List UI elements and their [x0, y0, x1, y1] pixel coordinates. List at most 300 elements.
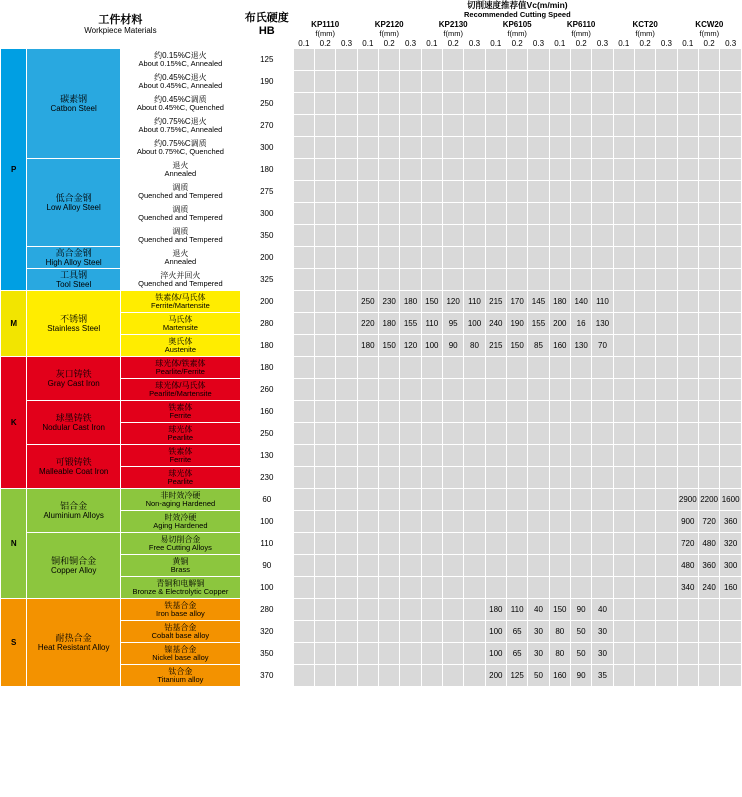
hardness-value: 160: [240, 401, 293, 423]
cutting-speed-value: 65: [506, 621, 527, 643]
cutting-speed-value: [464, 159, 485, 181]
cutting-speed-value: [528, 225, 549, 247]
condition-cn: 约0.75%C退火: [154, 116, 207, 126]
cutting-speed-value: [720, 181, 742, 203]
cutting-speed-value: [443, 511, 464, 533]
cutting-speed-value: [379, 159, 400, 181]
cutting-speed-value: 180: [379, 313, 400, 335]
condition-cn: 非时效冷硬: [160, 490, 201, 500]
cutting-speed-value: [379, 401, 400, 423]
cutting-speed-value: [357, 489, 378, 511]
cutting-speed-value: [592, 555, 613, 577]
cutting-speed-value: [634, 203, 655, 225]
cutting-speed-value: [464, 665, 485, 687]
cutting-speed-value: [698, 93, 719, 115]
hardness-value: 200: [240, 291, 293, 313]
feed-value-header: 0.3: [656, 39, 677, 49]
cutting-speed-value: [443, 445, 464, 467]
cutting-speed-value: [357, 643, 378, 665]
cutting-speed-value: [656, 247, 677, 269]
grade-header-kp2120: [357, 20, 421, 39]
cutting-speed-value: [379, 203, 400, 225]
condition-cn: 球光体: [168, 468, 193, 478]
hardness-value: 100: [240, 577, 293, 599]
cutting-speed-value: [634, 445, 655, 467]
cutting-speed-value: [634, 401, 655, 423]
condition-cn: 约0.45%C退火: [154, 72, 207, 82]
cutting-speed-value: [613, 71, 634, 93]
cutting-speed-value: [293, 379, 314, 401]
cutting-speed-value: [315, 643, 336, 665]
cutting-speed-value: [421, 511, 442, 533]
cutting-speed-value: [570, 49, 591, 71]
cutting-speed-value: [698, 401, 719, 423]
cutting-speed-value: 150: [506, 335, 527, 357]
cutting-speed-value: 155: [400, 313, 421, 335]
cutting-speed-value: [656, 269, 677, 291]
condition-cn: 约0.15%C退火: [154, 50, 207, 60]
cutting-speed-value: [421, 181, 442, 203]
cutting-speed-value: [336, 423, 357, 445]
iso-group-k: K: [1, 357, 27, 489]
cutting-speed-value: [293, 181, 314, 203]
hardness-value: 270: [240, 115, 293, 137]
feed-value-header: 0.3: [592, 39, 613, 49]
cutting-speed-value: [613, 49, 634, 71]
condition-cn: 退火: [172, 160, 189, 170]
cutting-speed-value: [506, 423, 527, 445]
material-name: [27, 291, 121, 357]
cutting-speed-value: [485, 357, 506, 379]
cutting-speed-value: [464, 247, 485, 269]
cutting-speed-value: [357, 423, 378, 445]
cutting-speed-value: [293, 335, 314, 357]
material-condition: [120, 93, 240, 115]
cutting-speed-value: [656, 533, 677, 555]
cutting-speed-value: [677, 247, 698, 269]
table-row: [1, 269, 742, 291]
material-condition: [120, 445, 240, 467]
condition-cn: 青铜和电解铜: [156, 578, 205, 588]
grade-header-kp6110: [549, 20, 613, 39]
cutting-speed-value: [336, 489, 357, 511]
cutting-speed-value: [677, 159, 698, 181]
cutting-speed-value: [379, 269, 400, 291]
cutting-speed-value: [485, 247, 506, 269]
hardness-value: 180: [240, 357, 293, 379]
cutting-speed-value: [421, 269, 442, 291]
material-name-en: Nodular Cast Iron: [42, 423, 106, 433]
cutting-speed-value: [656, 445, 677, 467]
cutting-speed-value: [315, 489, 336, 511]
material-condition: [120, 203, 240, 225]
cutting-speed-value: [443, 269, 464, 291]
condition-cn: 调质: [172, 182, 189, 192]
cutting-speed-value: [656, 511, 677, 533]
cutting-speed-value: 240: [485, 313, 506, 335]
cutting-speed-value: [421, 247, 442, 269]
cutting-speed-value: [400, 247, 421, 269]
cutting-speed-value: [421, 379, 442, 401]
cutting-speed-value: [293, 665, 314, 687]
cutting-speed-value: [357, 357, 378, 379]
grade-header-kp6105: [485, 20, 549, 39]
hardness-value: 250: [240, 423, 293, 445]
condition-en: Cobalt base alloy: [151, 631, 210, 641]
cutting-speed-value: [528, 379, 549, 401]
cutting-speed-value: [549, 511, 570, 533]
condition-cn: 约0.45%C调质: [154, 94, 207, 104]
material-name-en: Heat Resistant Alloy: [37, 643, 110, 653]
cutting-speed-value: [549, 93, 570, 115]
cutting-speed-value: 300: [720, 555, 742, 577]
cutting-speed-value: [506, 225, 527, 247]
cutting-speed-value: [528, 203, 549, 225]
cutting-speed-value: [528, 71, 549, 93]
cutting-speed-value: 180: [400, 291, 421, 313]
feed-value-header: 0.3: [336, 39, 357, 49]
cutting-speed-value: [549, 159, 570, 181]
cutting-speed-value: [443, 489, 464, 511]
cutting-speed-value: [400, 357, 421, 379]
cutting-speed-value: [677, 621, 698, 643]
cutting-speed-value: [570, 423, 591, 445]
feed-value-header: 0.3: [464, 39, 485, 49]
cutting-speed-value: [698, 115, 719, 137]
cutting-speed-value: 16: [570, 313, 591, 335]
cutting-speed-value: [656, 137, 677, 159]
cutting-speed-value: [613, 225, 634, 247]
material-name-cn: 工具钢: [60, 270, 88, 281]
cutting-speed-value: [357, 555, 378, 577]
cutting-speed-value: [400, 159, 421, 181]
grade-name: KP2130: [438, 20, 468, 30]
cutting-speed-value: [549, 225, 570, 247]
condition-cn: 钴基合金: [164, 622, 197, 632]
cutting-speed-value: 65: [506, 643, 527, 665]
feed-value-header: 0.1: [549, 39, 570, 49]
cutting-speed-value: [656, 115, 677, 137]
cutting-speed-value: 720: [698, 511, 719, 533]
material-condition: [120, 357, 240, 379]
cutting-speed-value: [656, 379, 677, 401]
cutting-speed-value: [421, 599, 442, 621]
cutting-speed-value: [570, 181, 591, 203]
cutting-speed-value: [613, 335, 634, 357]
cutting-speed-value: [613, 357, 634, 379]
cutting-speed-value: [379, 423, 400, 445]
cutting-speed-value: [677, 93, 698, 115]
cutting-speed-value: [677, 445, 698, 467]
cutting-speed-value: [379, 225, 400, 247]
table-row: [1, 49, 742, 71]
table-row: [1, 533, 742, 555]
cutting-speed-value: [720, 357, 742, 379]
cutting-speed-value: [698, 423, 719, 445]
condition-en: Pearlite: [167, 477, 194, 487]
cutting-speed-value: [656, 621, 677, 643]
cutting-speed-value: [400, 137, 421, 159]
cutting-speed-value: [336, 511, 357, 533]
cutting-speed-value: [656, 599, 677, 621]
cutting-speed-value: [379, 357, 400, 379]
cutting-speed-value: [357, 71, 378, 93]
hardness-value: 200: [240, 247, 293, 269]
condition-cn: 调质: [172, 204, 189, 214]
cutting-speed-value: [421, 577, 442, 599]
cutting-speed-value: [528, 401, 549, 423]
cutting-speed-value: [336, 335, 357, 357]
cutting-speed-value: [592, 269, 613, 291]
cutting-speed-value: [485, 225, 506, 247]
cutting-speed-value: [336, 379, 357, 401]
cutting-speed-value: [592, 181, 613, 203]
cutting-speed-value: [357, 599, 378, 621]
grade-name: KP2120: [374, 20, 404, 30]
material-name-en: Stainless Steel: [47, 324, 101, 334]
cutting-speed-value: 2200: [698, 489, 719, 511]
condition-cn: 铁素体/马氏体: [155, 292, 206, 302]
hardness-value: 370: [240, 665, 293, 687]
cutting-speed-value: [293, 313, 314, 335]
cutting-speed-value: [357, 137, 378, 159]
cutting-speed-value: [506, 357, 527, 379]
cutting-speed-value: [549, 533, 570, 555]
cutting-speed-value: [315, 555, 336, 577]
cutting-speed-value: 30: [592, 621, 613, 643]
condition-cn: 淬火并回火: [160, 270, 201, 280]
cutting-speed-value: [677, 599, 698, 621]
condition-cn: 退火: [172, 248, 189, 258]
cutting-speed-value: [613, 269, 634, 291]
cutting-speed-value: [549, 445, 570, 467]
cutting-speed-value: [379, 71, 400, 93]
cutting-speed-value: [293, 445, 314, 467]
material-condition: [120, 115, 240, 137]
cutting-speed-value: [421, 225, 442, 247]
material-condition: [120, 555, 240, 577]
cutting-speed-value: [485, 93, 506, 115]
cutting-speed-value: [336, 313, 357, 335]
cutting-speed-value: [698, 665, 719, 687]
grade-name: KP6110: [566, 20, 596, 30]
cutting-speed-value: [379, 665, 400, 687]
cutting-speed-value: [485, 181, 506, 203]
cutting-speed-value: [400, 49, 421, 71]
condition-en: Quenched and Tempered: [138, 279, 223, 289]
cutting-speed-value: 180: [485, 599, 506, 621]
cutting-speed-value: [720, 269, 742, 291]
material-name-en: Aluminium Alloys: [43, 511, 104, 521]
cutting-speed-value: [634, 181, 655, 203]
cutting-speed-value: 50: [570, 643, 591, 665]
cutting-speed-value: [293, 599, 314, 621]
cutting-speed-value: [357, 49, 378, 71]
cutting-speed-value: [315, 533, 336, 555]
workpiece-materials-title-cn: 工件材料: [98, 13, 143, 26]
cutting-speed-value: [634, 577, 655, 599]
cutting-speed-value: [400, 423, 421, 445]
cutting-speed-value: [570, 467, 591, 489]
cutting-speed-value: 50: [570, 621, 591, 643]
hardness-value: 300: [240, 203, 293, 225]
material-name: [27, 445, 121, 489]
cutting-speed-value: [485, 115, 506, 137]
cutting-speed-value: [315, 203, 336, 225]
cutting-speed-value: [613, 511, 634, 533]
cutting-speed-title-en: Recommended Cutting Speed: [464, 9, 571, 19]
cutting-speed-value: 240: [698, 577, 719, 599]
cutting-speed-value: [656, 423, 677, 445]
cutting-speed-value: [528, 357, 549, 379]
cutting-speed-value: [549, 203, 570, 225]
material-condition: [120, 225, 240, 247]
cutting-speed-value: [421, 159, 442, 181]
cutting-speed-value: [613, 203, 634, 225]
cutting-speed-value: [720, 621, 742, 643]
cutting-speed-value: [400, 203, 421, 225]
condition-cn: 钛合金: [168, 666, 193, 676]
cutting-speed-value: [400, 225, 421, 247]
cutting-speed-value: [656, 225, 677, 247]
cutting-speed-value: [549, 137, 570, 159]
cutting-speed-value: 155: [528, 313, 549, 335]
cutting-speed-value: [506, 467, 527, 489]
cutting-speed-value: [336, 93, 357, 115]
table-row: [1, 159, 742, 181]
material-condition: [120, 665, 240, 687]
cutting-speed-value: 80: [549, 621, 570, 643]
grade-feed-label: f(mm): [571, 28, 591, 38]
hardness-title-cn: 布氏硬度: [244, 12, 289, 25]
cutting-speed-value: [634, 71, 655, 93]
condition-en: About 0.75%C, Quenched: [136, 147, 224, 157]
cutting-speed-value: [570, 115, 591, 137]
cutting-speed-value: [592, 203, 613, 225]
cutting-speed-value: 480: [698, 533, 719, 555]
cutting-speed-value: [592, 71, 613, 93]
cutting-speed-value: [379, 379, 400, 401]
cutting-speed-value: [592, 445, 613, 467]
cutting-speed-value: [357, 93, 378, 115]
material-name-en: High Alloy Steel: [45, 258, 102, 268]
condition-cn: 黄铜: [172, 556, 189, 566]
cutting-speed-value: [506, 533, 527, 555]
cutting-speed-value: [421, 643, 442, 665]
cutting-speed-value: [720, 467, 742, 489]
cutting-speed-value: 190: [506, 313, 527, 335]
cutting-speed-value: [485, 71, 506, 93]
cutting-speed-value: [613, 159, 634, 181]
cutting-speed-value: [485, 401, 506, 423]
cutting-speed-value: [528, 137, 549, 159]
cutting-speed-value: [400, 489, 421, 511]
cutting-speed-value: [720, 313, 742, 335]
cutting-speed-value: [592, 93, 613, 115]
material-condition: [120, 269, 240, 291]
cutting-speed-value: [421, 137, 442, 159]
cutting-speed-value: [613, 291, 634, 313]
condition-cn: 铁素体: [168, 402, 193, 412]
feed-value-header: 0.1: [421, 39, 442, 49]
grade-feed-label: f(mm): [379, 28, 399, 38]
cutting-speed-value: [720, 599, 742, 621]
condition-cn: 铁素体: [168, 446, 193, 456]
cutting-speed-value: [528, 489, 549, 511]
feed-value-header: 0.2: [698, 39, 719, 49]
cutting-speed-value: [379, 511, 400, 533]
cutting-speed-value: [570, 357, 591, 379]
grade-header-kcw20: [677, 20, 741, 39]
condition-en: Pearlite: [167, 433, 194, 443]
cutting-speed-value: [677, 665, 698, 687]
cutting-speed-value: [634, 643, 655, 665]
cutting-speed-value: [293, 401, 314, 423]
grade-name: KP6105: [502, 20, 532, 30]
cutting-speed-value: [613, 577, 634, 599]
cutting-speed-value: [400, 445, 421, 467]
cutting-speed-value: [443, 159, 464, 181]
material-condition: [120, 511, 240, 533]
cutting-speed-value: [720, 203, 742, 225]
cutting-speed-value: 900: [677, 511, 698, 533]
condition-en: Annealed: [164, 257, 197, 267]
hardness-value: 300: [240, 137, 293, 159]
cutting-speed-value: [720, 445, 742, 467]
cutting-speed-value: [464, 71, 485, 93]
cutting-speed-value: [656, 49, 677, 71]
material-condition: [120, 577, 240, 599]
cutting-speed-value: [698, 379, 719, 401]
cutting-speed-value: [293, 247, 314, 269]
hardness-value: 180: [240, 335, 293, 357]
cutting-speed-value: [336, 643, 357, 665]
cutting-speed-value: [613, 555, 634, 577]
cutting-speed-value: [656, 643, 677, 665]
cutting-speed-value: 720: [677, 533, 698, 555]
cutting-speed-value: [720, 49, 742, 71]
feed-value-header: 0.2: [379, 39, 400, 49]
cutting-speed-value: [656, 357, 677, 379]
cutting-speed-value: [677, 335, 698, 357]
cutting-speed-value: [634, 269, 655, 291]
cutting-speed-value: [677, 137, 698, 159]
cutting-speed-value: [443, 555, 464, 577]
material-name-cn: 不锈钢: [60, 314, 88, 325]
cutting-speed-value: [400, 643, 421, 665]
table-row: [1, 247, 742, 269]
cutting-speed-value: [485, 577, 506, 599]
grade-feed-label: f(mm): [635, 28, 655, 38]
cutting-speed-value: [613, 533, 634, 555]
cutting-speed-value: [485, 379, 506, 401]
cutting-speed-value: [485, 269, 506, 291]
cutting-speed-value: [443, 247, 464, 269]
cutting-speed-value: [506, 247, 527, 269]
condition-en: Non-aging Hardened: [145, 499, 216, 509]
cutting-speed-value: [421, 665, 442, 687]
material-name: [27, 247, 121, 269]
cutting-speed-value: [315, 269, 336, 291]
material-name-en: Catbon Steel: [50, 104, 97, 114]
cutting-speed-value: 100: [485, 621, 506, 643]
cutting-speed-value: [677, 313, 698, 335]
cutting-speed-value: [656, 71, 677, 93]
cutting-speed-value: 200: [485, 665, 506, 687]
cutting-speed-value: [506, 269, 527, 291]
material-condition: [120, 467, 240, 489]
cutting-speed-value: 215: [485, 335, 506, 357]
